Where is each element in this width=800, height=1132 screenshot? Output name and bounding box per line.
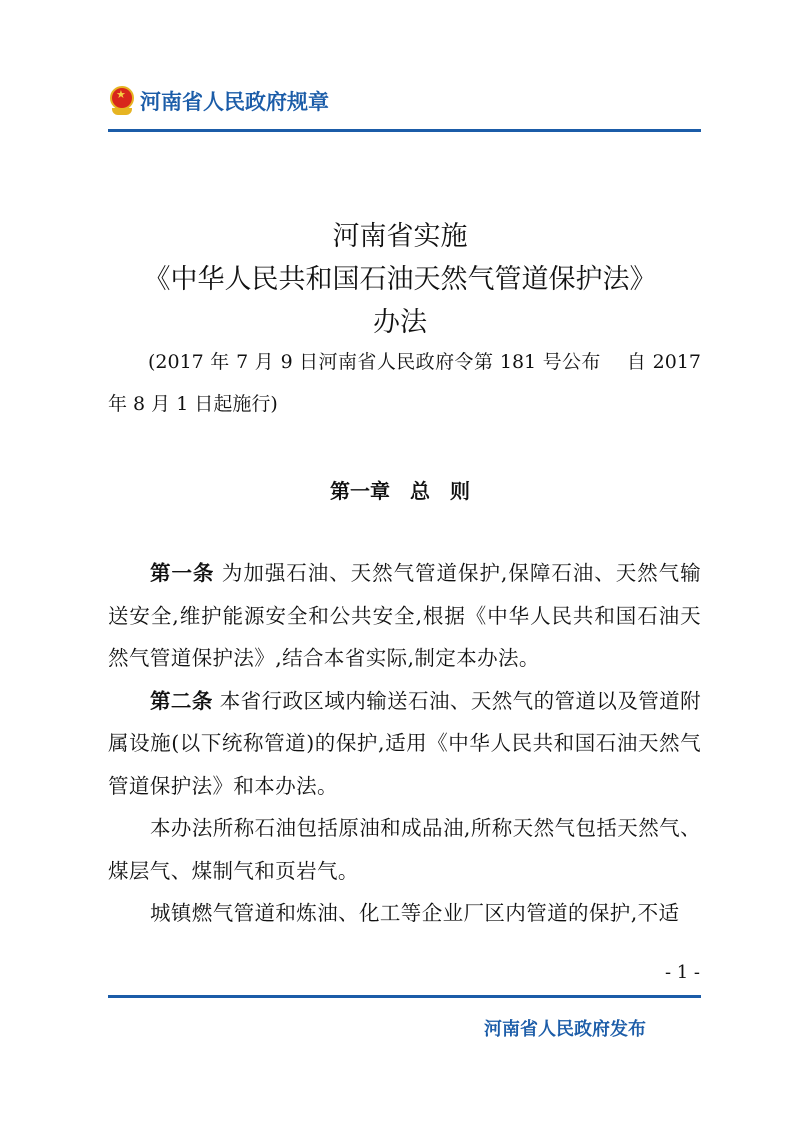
document-title	[0, 215, 800, 344]
header-rule	[108, 129, 701, 132]
page-number: - 1 -	[664, 962, 700, 983]
paragraph: 城镇燃气管道和炼油、化工等企业厂区内管道的保护,不适	[150, 901, 680, 925]
title-line: 《中华人民共和国石油天然气管道保护法》	[143, 264, 657, 295]
title-line: 河南省实施	[332, 221, 468, 252]
header-title: 河南省人民政府规章	[140, 90, 329, 114]
footer-publisher: 河南省人民政府发布	[484, 1019, 646, 1040]
article-paragraph	[108, 552, 701, 680]
promulgation-note: (2017 年 7 月 9 日河南省人民政府令第 181 号公布 自 2017 年 8 月 1 日起施行)	[108, 351, 701, 415]
document-body	[108, 552, 701, 935]
national-emblem-icon: ★	[108, 86, 136, 116]
chapter-heading: 第一章 总 则	[330, 479, 470, 503]
paragraph: 本办法所称石油包括原油和成品油,所称天然气包括天然气、煤层气、煤制气和页岩气。	[108, 816, 701, 883]
article-label: 第一条	[150, 561, 215, 585]
article-paragraph	[108, 680, 701, 808]
title-line: 办法	[373, 307, 427, 338]
article-label: 第二条	[150, 688, 213, 713]
footer-rule	[108, 995, 701, 998]
article-text: 为加强石油、天然气管道保护,保障石油、天然气输送安全,维护能源安全和公共安全,根据《中华人民共和国石油天然气管道保护法》,结合本省实际,制定本办法。	[108, 561, 702, 670]
page-header	[108, 86, 329, 116]
article-text: 本省行政区域内输送石油、天然气的管道以及管道附属设施(以下统称管道)的保护,适用《中华人民共和国石油天然气管道保护法》和本办法。	[108, 688, 701, 798]
